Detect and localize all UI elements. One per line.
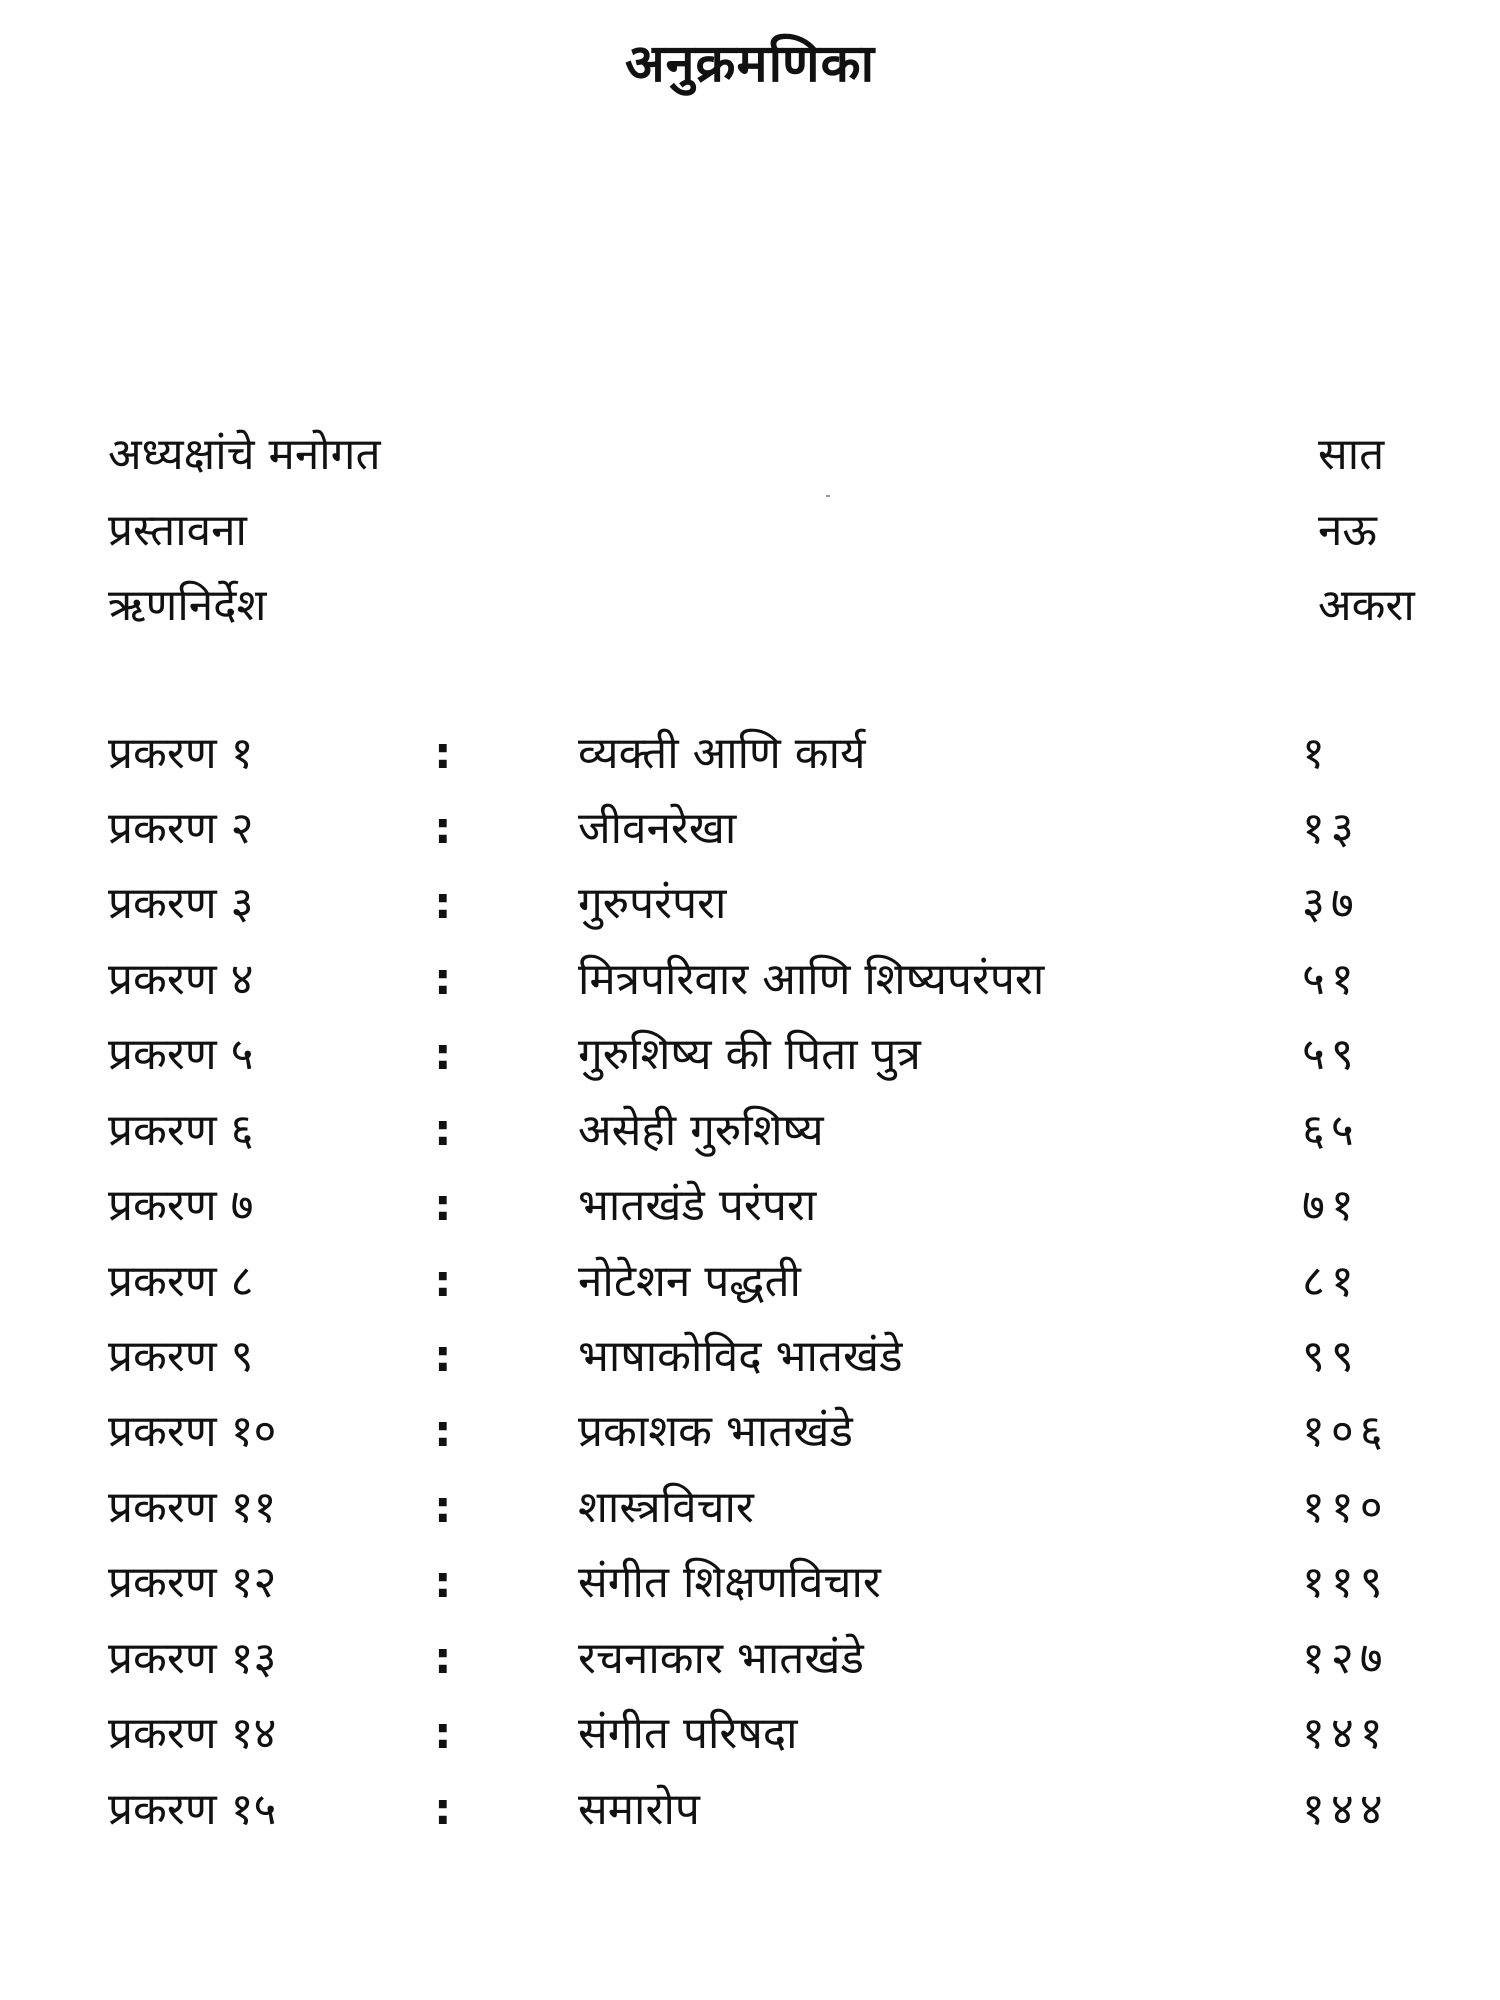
chapter-row <box>0 1478 1500 1538</box>
chapter-separator: : <box>434 1557 452 1608</box>
chapter-title: भातखंडे परंपरा <box>578 1180 817 1231</box>
chapter-separator: : <box>434 1029 452 1080</box>
chapter-label: प्रकरण १४ <box>108 1708 277 1759</box>
front-matter-item <box>0 425 1500 485</box>
chapter-row <box>0 1629 1500 1689</box>
chapter-separator: : <box>434 954 452 1005</box>
chapter-separator: : <box>434 728 452 779</box>
chapter-title: गुरुपरंपरा <box>578 878 727 929</box>
chapter-page: ५९ <box>1302 1029 1360 1080</box>
chapter-row <box>0 1176 1500 1236</box>
chapter-page: ११० <box>1302 1482 1389 1533</box>
chapter-page: ३७ <box>1302 878 1360 929</box>
chapter-separator: : <box>434 1180 452 1231</box>
chapter-separator: : <box>434 1784 452 1835</box>
chapter-page: १०६ <box>1302 1406 1389 1457</box>
chapter-separator: : <box>434 878 452 929</box>
front-matter-item <box>0 501 1500 561</box>
chapter-label: प्रकरण ११ <box>108 1482 277 1533</box>
chapter-row <box>0 1553 1500 1613</box>
speck-mark <box>826 495 830 497</box>
front-matter-label: प्रस्तावना <box>108 505 247 556</box>
chapter-separator: : <box>434 1633 452 1684</box>
chapter-separator: : <box>434 1331 452 1382</box>
chapter-title: नोटेशन पद्धती <box>578 1256 801 1307</box>
chapter-label: प्रकरण १० <box>108 1406 277 1457</box>
chapter-title: गुरुशिष्य की पिता पुत्र <box>578 1029 921 1080</box>
chapter-page: १ <box>1302 728 1331 779</box>
chapter-separator: : <box>434 1708 452 1759</box>
chapter-label: प्रकरण ७ <box>108 1180 254 1231</box>
chapter-label: प्रकरण ४ <box>108 954 254 1005</box>
front-matter-item <box>0 576 1500 636</box>
chapter-page: १२७ <box>1302 1633 1389 1684</box>
chapter-row <box>0 950 1500 1010</box>
chapter-separator: : <box>434 1482 452 1533</box>
chapter-label: प्रकरण ८ <box>108 1256 254 1307</box>
chapter-title: समारोप <box>578 1784 700 1835</box>
chapter-label: प्रकरण ६ <box>108 1105 254 1156</box>
front-matter-page: सात <box>1318 429 1385 480</box>
chapter-page: ५१ <box>1302 954 1360 1005</box>
chapter-row <box>0 799 1500 859</box>
chapter-title: रचनाकार भातखंडे <box>578 1633 864 1684</box>
chapter-separator: : <box>434 803 452 854</box>
chapter-separator: : <box>434 1105 452 1156</box>
chapter-title: जीवनरेखा <box>578 803 737 854</box>
chapter-page: ९९ <box>1302 1331 1360 1382</box>
chapter-row <box>0 1704 1500 1764</box>
chapter-row <box>0 874 1500 934</box>
chapter-page: ७१ <box>1302 1180 1360 1231</box>
chapter-label: प्रकरण १ <box>108 728 254 779</box>
chapter-page: ११९ <box>1302 1557 1389 1608</box>
chapter-title: भाषाकोविद भातखंडे <box>578 1331 903 1382</box>
front-matter-label: अध्यक्षांचे मनोगत <box>108 429 381 480</box>
chapter-row <box>0 1402 1500 1462</box>
chapter-page: १३ <box>1302 803 1360 854</box>
chapter-title: असेही गुरुशिष्य <box>578 1105 824 1156</box>
chapter-row <box>0 1101 1500 1161</box>
chapter-title: व्यक्ती आणि कार्य <box>578 728 866 779</box>
chapter-separator: : <box>434 1406 452 1457</box>
chapter-page: १४१ <box>1302 1708 1389 1759</box>
chapter-page: ६५ <box>1302 1105 1360 1156</box>
chapter-page: १४४ <box>1302 1784 1389 1835</box>
chapter-title: प्रकाशक भातखंडे <box>578 1406 853 1457</box>
chapter-row <box>0 1252 1500 1312</box>
chapter-title: शास्त्रविचार <box>578 1482 754 1533</box>
front-matter-label: ऋणनिर्देश <box>108 580 267 631</box>
chapter-row <box>0 1780 1500 1840</box>
chapter-label: प्रकरण ९ <box>108 1331 254 1382</box>
chapter-label: प्रकरण १३ <box>108 1633 277 1684</box>
chapter-title: मित्रपरिवार आणि शिष्यपरंपरा <box>578 954 1045 1005</box>
chapter-row <box>0 1025 1500 1085</box>
chapter-label: प्रकरण १५ <box>108 1784 277 1835</box>
chapter-title: संगीत शिक्षणविचार <box>578 1557 881 1608</box>
chapter-label: प्रकरण १२ <box>108 1557 277 1608</box>
chapter-page: ८१ <box>1302 1256 1360 1307</box>
front-matter-page: अकरा <box>1318 580 1415 631</box>
chapter-label: प्रकरण २ <box>108 803 254 854</box>
page-title: अनुक्रमणिका <box>624 34 876 94</box>
chapter-label: प्रकरण ३ <box>108 878 254 929</box>
chapter-title: संगीत परिषदा <box>578 1708 798 1759</box>
chapter-row <box>0 1327 1500 1387</box>
chapter-label: प्रकरण ५ <box>108 1029 254 1080</box>
chapter-separator: : <box>434 1256 452 1307</box>
front-matter-page: नऊ <box>1318 505 1377 556</box>
chapter-row <box>0 724 1500 784</box>
